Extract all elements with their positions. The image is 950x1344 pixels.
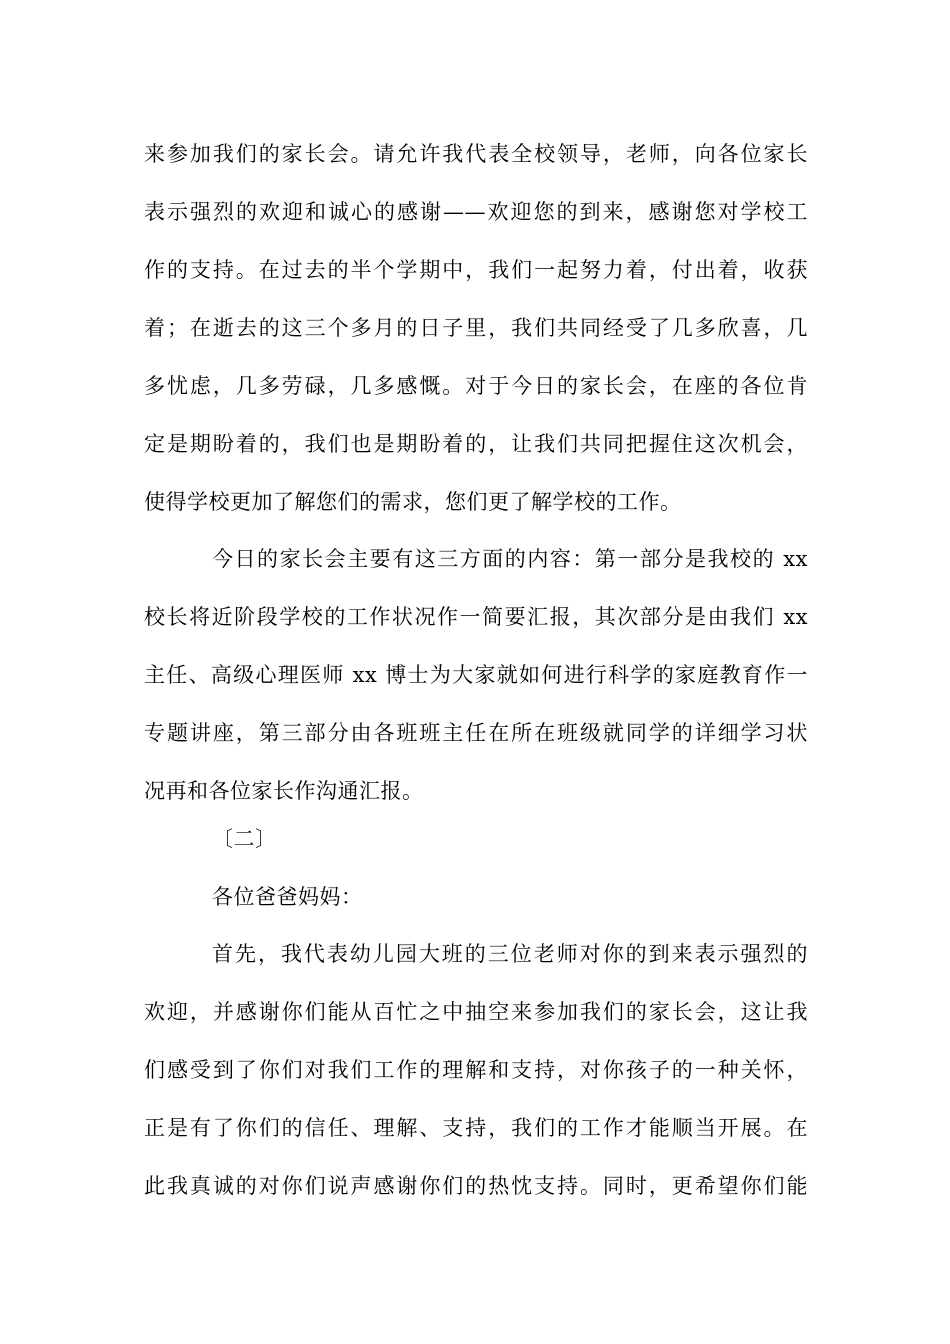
paragraph-2 — [144, 530, 808, 820]
text-line: 况再和各位家长作沟通汇报。 — [144, 779, 424, 803]
paragraph-3 — [144, 925, 808, 1215]
section-heading-block — [144, 810, 808, 868]
greeting-block — [144, 868, 808, 926]
text-line: 正是有了你们的信任、理解、支持，我们的工作才能顺当开展。在 — [144, 1116, 808, 1140]
text-line: 定是期盼着的，我们也是期盼着的，让我们共同把握住这次机会， — [144, 432, 808, 456]
text-line: 们感受到了你们对我们工作的理解和支持，对你孩子的一种关怀， — [144, 1058, 808, 1082]
text-line: 首先，我代表幼儿园大班的三位老师对你的到来表示强烈的 — [212, 942, 808, 966]
text-line: 校长将近阶段学校的工作状况作一简要汇报，其次部分是由我们 xx — [144, 605, 808, 629]
text-line: 表示强烈的欢迎和诚心的感谢——欢迎您的到来，感谢您对学校工 — [144, 200, 808, 224]
text-line: 主任、高级心理医师 xx 博士为大家就如何进行科学的家庭教育作一 — [144, 663, 808, 687]
text-line: 使得学校更加了解您们的需求，您们更了解学校的工作。 — [144, 490, 682, 514]
text-line: 今日的家长会主要有这三方面的内容：第一部分是我校的 xx — [212, 547, 808, 571]
section-heading: 〔二〕 — [212, 827, 277, 851]
text-line: 多忧虑，几多劳碌，几多感慨。对于今日的家长会，在座的各位肯 — [144, 374, 808, 398]
text-line: 专题讲座，第三部分由各班班主任在所在班级就同学的详细学习状 — [144, 721, 808, 745]
paragraph-1 — [144, 125, 808, 531]
text-line: 欢迎，并感谢你们能从百忙之中抽空来参加我们的家长会，这让我 — [144, 1000, 808, 1024]
text-line: 着；在逝去的这三个多月的日子里，我们共同经受了几多欣喜，几 — [144, 316, 808, 340]
text-line: 此我真诚的对你们说声感谢你们的热忱支持。同时，更希望你们能 — [144, 1174, 808, 1198]
text-line: 来参加我们的家长会。请允许我代表全校领导，老师，向各位家长 — [144, 142, 808, 166]
text-line: 作的支持。在过去的半个学期中，我们一起努力着，付出着，收获 — [144, 258, 808, 282]
greeting: 各位爸爸妈妈： — [212, 885, 363, 909]
